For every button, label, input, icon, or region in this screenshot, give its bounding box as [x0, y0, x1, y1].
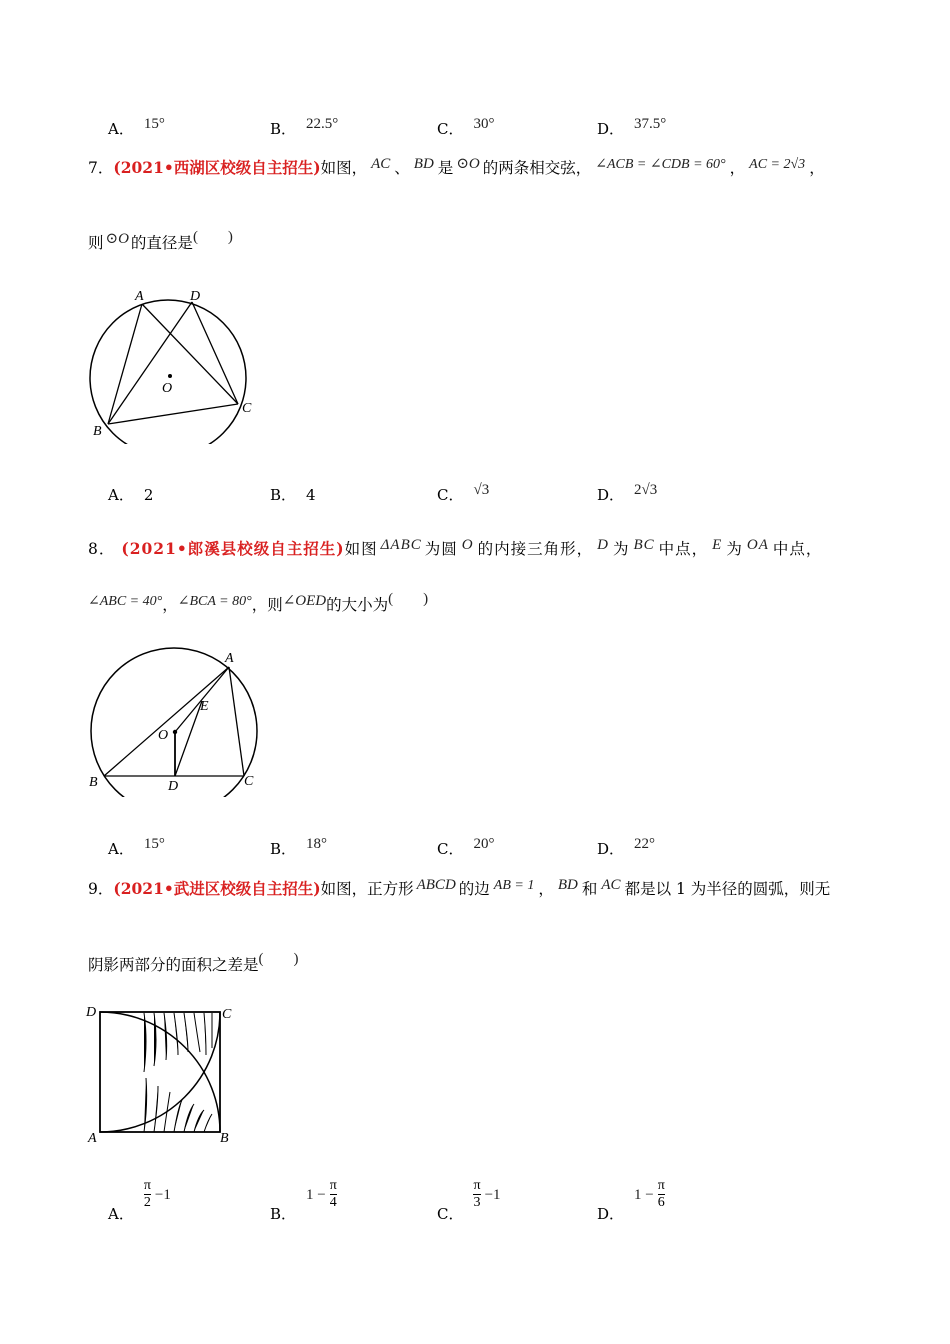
q9-label-a: A [88, 1131, 97, 1146]
q9-label-c: C [222, 1007, 232, 1022]
q9-option-a[interactable]: A． $\frac{\pi}{2}$ −1 [108, 1178, 171, 1223]
q8-label-o: O [158, 728, 169, 743]
q8-circle [91, 648, 257, 797]
q9-source: (2021•武进区校级自主招生) [113, 879, 321, 898]
q7-label-b: B [93, 424, 102, 439]
q7-option-b[interactable]: B． 4 [270, 486, 316, 504]
q7-label-d: D [190, 289, 201, 304]
q8-center-point [173, 730, 177, 734]
q8-stem-line2: ∠ABC = 40°，∠BCA = 80°，则∠OED的大小为( ) [88, 591, 429, 614]
q8-option-b[interactable]: B． 18° [270, 836, 328, 858]
q7-chord-bc [108, 404, 238, 424]
q7-label-c: C [242, 401, 252, 416]
q7-option-a[interactable]: A． 2 [108, 486, 154, 504]
q9-label-d: D [86, 1005, 97, 1020]
answer-blank[interactable]: ( ) [388, 591, 429, 607]
q9-stem-line2: 阴影两部分的面积之差是( ) [88, 951, 299, 974]
q6-option-c[interactable]: C． 30° [437, 116, 495, 138]
q8-label-d: D [168, 779, 179, 794]
q8-side-ab [104, 667, 229, 776]
q7-chord-dc [192, 302, 238, 404]
q7-option-c[interactable]: C． √3 [437, 482, 490, 504]
q9-figure [84, 1000, 244, 1150]
q9-label-b: B [220, 1131, 229, 1146]
q8-segment-de [175, 701, 202, 776]
q8-source: (2021•郎溪县校级自主招生) [121, 539, 345, 558]
q8-label-e: E [200, 699, 209, 714]
answer-blank[interactable]: ( ) [192, 229, 233, 245]
q7-label-o: O [162, 381, 173, 396]
q8-label-b: B [89, 775, 98, 790]
q8-label-a: A [225, 651, 234, 666]
q6-option-b[interactable]: B． 22.5° [270, 116, 339, 138]
q9-hatching [144, 1013, 212, 1132]
q9-option-d[interactable]: D．1 − $\frac{\pi}{6}$ [597, 1178, 665, 1223]
q8-figure [84, 645, 274, 797]
q8-option-a[interactable]: A． 15° [108, 836, 165, 858]
q7-stem-line2: 则 ⊙O 的直径是( ) [88, 229, 233, 252]
q9-option-c[interactable]: C． $\frac{\pi}{3}$ −1 [437, 1178, 501, 1223]
q7-stem-line1: 7．(2021•西湖区校级自主招生)如图， AC 、 BD 是 ⊙O 的两条相交弦， ∠ACB = ∠CDB = 60° ， AC = 2√3 ， [88, 156, 825, 177]
q7-figure [84, 284, 264, 444]
q7-circle [90, 300, 246, 444]
answer-blank[interactable]: ( ) [258, 951, 299, 967]
q7-option-d[interactable]: D． 2√3 [597, 482, 658, 504]
q9-stem-line1: 9．(2021•武进区校级自主招生)如图，正方形 ABCD 的边 AB = 1 ， BD 和 AC 都是以 1 为半径的圆弧，则无 [88, 877, 831, 898]
q8-stem-line1: 8． (2021•郎溪县校级自主招生)如图 ΔABC 为圆 O 的内接三角形， D 为 BC 中点， E 为 OA 中点， [88, 537, 823, 558]
q9-option-b[interactable]: B．1 − $\frac{\pi}{4}$ [270, 1178, 337, 1223]
q6-option-d[interactable]: D． 37.5° [597, 116, 667, 138]
q7-label-a: A [135, 289, 144, 304]
q7-source: (2021•西湖区校级自主招生) [113, 158, 321, 177]
q7-chord-bd [108, 302, 192, 424]
q8-label-c: C [244, 774, 254, 789]
q8-option-c[interactable]: C． 20° [437, 836, 495, 858]
q8-option-d[interactable]: D． 22° [597, 836, 656, 858]
q7-center-point [168, 374, 172, 378]
q6-option-a[interactable]: A． 15° [108, 116, 165, 138]
